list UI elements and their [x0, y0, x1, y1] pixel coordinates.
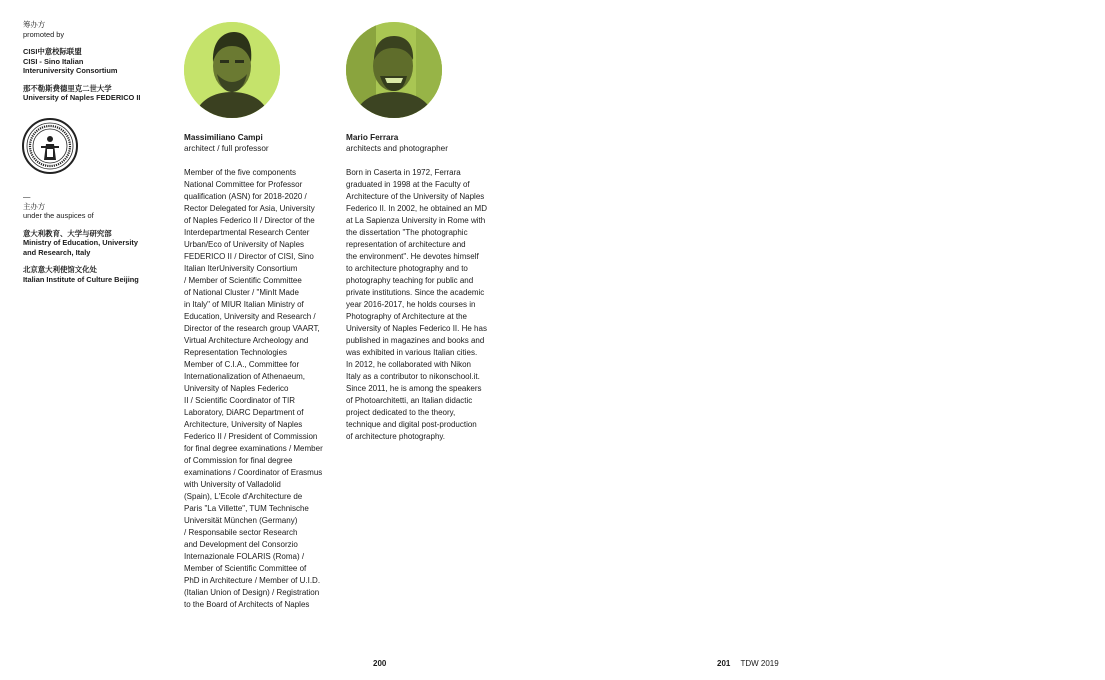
bio-line: of Naples Federico II / Director of the: [184, 216, 315, 225]
avatar-photo: [346, 22, 442, 118]
bio-line: and Development del Consorzio: [184, 540, 298, 549]
org-culture-en: Italian Institute of Culture Beijing: [23, 274, 139, 284]
org-naples-en: University of Naples FEDERICO II: [23, 93, 141, 102]
bio-line: Since 2011, he is among the speakers: [346, 384, 482, 393]
bio-line: Born in Caserta in 1972, Ferrara: [346, 168, 461, 177]
bio-line: Laboratory, DiARC Department of: [184, 408, 304, 417]
person-role: architects and photographer: [346, 144, 448, 153]
bio-line: Member of the five components: [184, 168, 297, 177]
bio-line: (Italian Union of Design) / Registration: [184, 588, 320, 597]
bio-line: National Committee for Professor: [184, 180, 303, 189]
person-role: architect / full professor: [184, 144, 269, 153]
bio-line: Internationalization of Athenaeum,: [184, 372, 305, 381]
bio-line: of Commission for final degree: [184, 456, 293, 465]
auspices-label-cn: 主办方: [23, 201, 46, 211]
bio-line: graduated in 1998 at the Faculty of: [346, 180, 470, 189]
page-number-left: 200: [373, 659, 387, 668]
bio-line: representation of architecture and: [346, 240, 466, 249]
bio-line: with University of Valladolid: [184, 480, 281, 489]
bio-line: Urban/Eco of University of Naples: [184, 240, 305, 249]
auspices-label-en: under the auspices of: [23, 211, 94, 220]
bio-line: Architecture of the University of Naples: [346, 192, 485, 201]
org-naples-cn: 那不勒斯费德里克二世大学: [23, 83, 112, 93]
publication-name: TDW 2019: [740, 659, 779, 668]
bio-line: Rector Delegated for Asia, University: [184, 204, 315, 213]
bio-line: year 2016-2017, he holds courses in: [346, 300, 476, 309]
bio-line: Photography of Architecture at the: [346, 312, 467, 321]
bio-line: Italian IterUniversity Consortium: [184, 264, 298, 273]
divider-dash: —: [23, 192, 31, 201]
bio-line: of Photoarchitetti, an Italian didactic: [346, 396, 473, 405]
bio-line: of architecture photography.: [346, 432, 446, 441]
bio-line: for final degree examinations / Member: [184, 444, 323, 453]
university-seal-logo: [22, 118, 78, 174]
bio-line: Internazionale FOLARIS (Roma) /: [184, 552, 305, 561]
bio-line: to architecture photography and to: [346, 264, 468, 273]
org-cisi-cn: CISI中意校际联盟: [23, 47, 82, 56]
org-cisi-line1: CISI - Sino Italian: [23, 56, 84, 66]
bio-line: the dissertation "The photographic: [346, 228, 468, 237]
person-name: Mario Ferrara: [346, 133, 399, 142]
promoted-label-cn: 筹办方: [23, 20, 46, 29]
org-culture-institute: [23, 265, 173, 284]
org-ministry-cn: 意大利教育、大学与研究部: [23, 228, 112, 238]
bio-line: PhD in Architecture / Member of U.I.D.: [184, 576, 321, 585]
bio-line: Italy as a contributor to nikonschool.it.: [346, 372, 480, 381]
bio-line: to the Board of Architects of Naples: [184, 600, 310, 609]
bio-line: Member of C.I.A., Committee for: [184, 360, 300, 369]
person-bio: [346, 167, 496, 443]
bio-line: Education, University and Research /: [184, 312, 316, 321]
org-ministry-line1: Ministry of Education, University: [23, 238, 138, 247]
bio-line: Interdepartmental Research Center: [184, 228, 310, 237]
bio-line: at La Sapienza University in Rome with: [346, 216, 486, 225]
promoted-by-block: [23, 20, 173, 39]
bio-line: University of Naples Federico II. He has: [346, 324, 487, 333]
bio-line: FEDERICO II / Director of CISI, Sino: [184, 252, 314, 261]
profile-campi: [184, 22, 344, 611]
bio-line: in Italy" of MIUR Italian Ministry of: [184, 300, 304, 309]
bio-line: Federico II / President of Commission: [184, 432, 318, 441]
promoted-label-en: promoted by: [23, 29, 65, 39]
bio-line: II / Scientific Coordinator of TIR: [184, 396, 296, 405]
org-culture-cn: 北京意大利使馆文化处: [23, 265, 97, 274]
bio-line: In 2012, he collaborated with Nikon: [346, 360, 471, 369]
bio-line: Director of the research group VAART,: [184, 324, 320, 333]
bio-line: qualification (ASN) for 2018-2020 /: [184, 192, 307, 201]
bio-line: was exhibited in various Italian cities.: [346, 348, 478, 357]
bio-line: photography teaching for public and: [346, 276, 474, 285]
page-footer-right: [717, 659, 779, 668]
profile-ferrara: [346, 22, 506, 443]
bio-line: Universität München (Germany): [184, 516, 298, 525]
bio-line: published in magazines and books and: [346, 336, 485, 345]
bio-line: Virtual Architecture Archeology and: [184, 336, 309, 345]
bio-line: Federico II. In 2002, he obtained an MD: [346, 204, 487, 213]
bio-line: Member of Scientific Committee of: [184, 564, 307, 573]
page-number-right: 201: [717, 659, 731, 668]
bio-line: project dedicated to the theory,: [346, 408, 456, 417]
bio-line: / Responsabile sector Research: [184, 528, 298, 537]
person-name: Massimiliano Campi: [184, 133, 263, 142]
avatar-photo: [184, 22, 280, 118]
bio-line: / Member of Scientific Committee: [184, 276, 302, 285]
org-cisi-line2: Interuniversity Consortium: [23, 66, 118, 75]
bio-line: the environment". He devotes himself: [346, 252, 479, 261]
bio-line: examinations / Coordinator of Erasmus: [184, 468, 323, 477]
auspices-block: [23, 192, 173, 284]
bio-line: of National Cluster / "MinIt Made: [184, 288, 299, 297]
org-naples: [23, 84, 173, 103]
bio-line: private institutions. Since the academic: [346, 288, 485, 297]
org-cisi: [23, 47, 173, 76]
bio-line: (Spain), L'Ecole d'Architecture de: [184, 492, 303, 501]
org-ministry-line2: and Research, Italy: [23, 247, 91, 257]
bio-line: technique and digital post-production: [346, 420, 477, 429]
bio-line: University of Naples Federico: [184, 384, 289, 393]
org-ministry: [23, 229, 173, 258]
person-bio: [184, 167, 334, 611]
bio-line: Representation Technologies: [184, 348, 288, 357]
sidebar-credits: [23, 20, 173, 111]
bio-line: Paris "La Villette", TUM Technische: [184, 504, 309, 513]
bio-line: Architecture, University of Naples: [184, 420, 303, 429]
